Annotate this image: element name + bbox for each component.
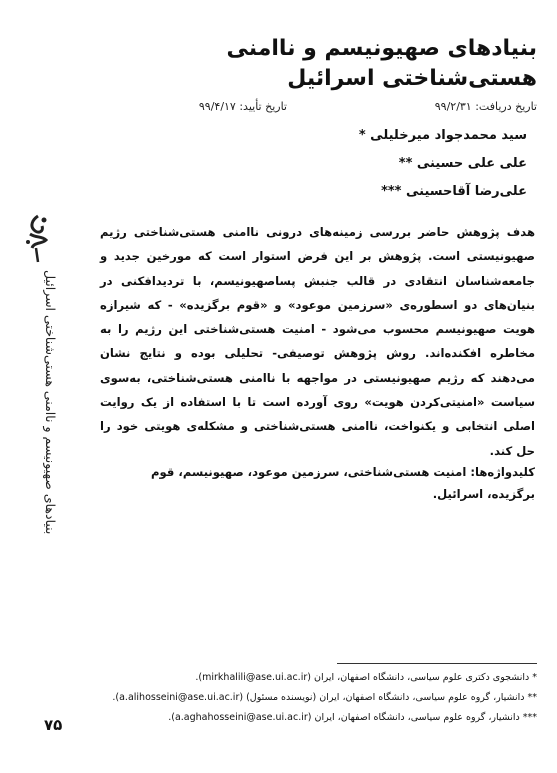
accepted-date: تاریخ تأیید: ۹۹/۴/۱۷: [198, 100, 287, 113]
author-3: علی‌رضا آقاحسینی ***: [381, 184, 527, 199]
footnote-3: *** دانشیار، گروه علوم سیاسی، دانشگاه اصفهان، ایران (a.aghahosseini@ase.ui.ac.ir).: [168, 712, 537, 723]
keywords-label: کلیدواژه‌ها:: [470, 465, 535, 479]
footnote-2: ** دانشیار، گروه علوم سیاسی، دانشگاه اصفهان، ایران (نویسنده مسئول) (a.alihosseini@ase.ui.ac.ir).: [112, 692, 537, 703]
author-list: [359, 122, 527, 206]
abstract: هدف پژوهش حاضر بررسی زمینه‌های درونی ناامنی هستی‌شناختی رژیم صهیونیستی است. پژوهش بر این فرض استوار است که مورخین جدید و جامعه‌شناسان انتقادی در قالب جنبش پساصهیونیسم، با تردیدافکنی در بنیان‌های دو اسطوره‌ی «سرزمین موعود» و «قوم برگزیده» - که شیرازه هویت صهیونیسم محسوب می‌شود - امنیت هستی‌شناختی این رژیم را به مخاطره افکنده‌اند. روش پژوهش توصیفی- تحلیلی بوده و نتایج نشان می‌دهند که رژیم صهیونیستی در مواجهه با ناامنی هستی‌شناختی، به‌سوی سیاست «امنیتی‌کردن هویت» روی آورده است تا با استفاده از یک روایت اصلی انتخابی و یکنواخت، ناامنی هستی‌شناختی و مشکله‌ی هویتی خود را حل کند.: [100, 225, 535, 458]
page-number: ۷۵: [44, 716, 63, 734]
paper-title: بنیادهای صهیونیسم و ناامنی هستی‌شناختی اسرائیل: [226, 36, 537, 91]
running-header-vertical: بنیادهای صهیونیسم و ناامنی هستی‌شناختی اسرائیل: [43, 270, 58, 535]
footnote-divider: [337, 663, 537, 664]
footnote-1: * دانشجوی دکتری علوم سیاسی، دانشگاه اصفهان، ایران (mirkhalili@ase.ui.ac.ir).: [195, 672, 537, 683]
keywords-text: امنیت هستی‌شناختی، سرزمین موعود، صهیونیسم، قوم برگزیده، اسرائیل.: [151, 465, 535, 501]
author-2: علی علی حسینی **: [398, 156, 527, 171]
keywords: [100, 461, 535, 505]
footnotes: [100, 668, 537, 728]
calligraphy-logo-icon: [22, 212, 52, 264]
author-1: سید محمدجواد میرخلیلی *: [358, 128, 527, 143]
received-date: تاریخ دریافت: ۹۹/۲/۳۱: [434, 100, 537, 113]
